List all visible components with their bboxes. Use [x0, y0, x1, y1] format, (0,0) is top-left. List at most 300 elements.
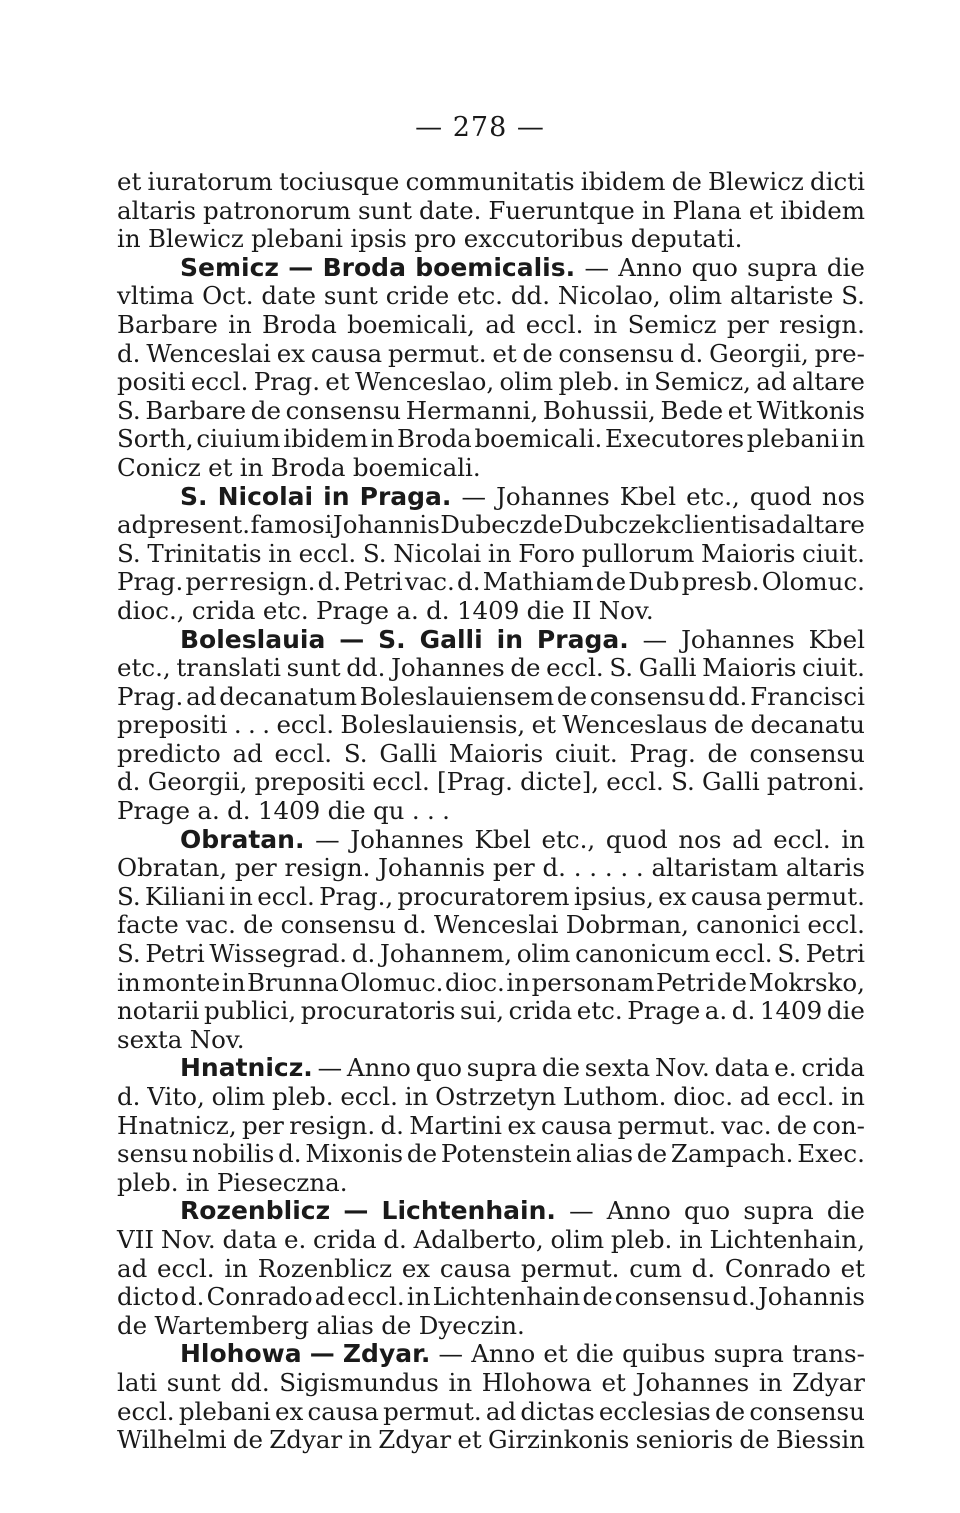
word: Obratan,	[117, 853, 228, 883]
word: S.	[117, 538, 141, 568]
word: Fueruntque	[488, 195, 635, 225]
word: ipsius,	[573, 881, 654, 911]
word: in	[625, 367, 649, 397]
word: .	[411, 796, 420, 826]
word: Dub	[628, 567, 680, 597]
word: ipsis	[350, 224, 407, 254]
word: Broda	[270, 452, 346, 482]
word: altare	[791, 367, 865, 397]
word: Plana	[672, 195, 742, 225]
word: plebani	[178, 1396, 271, 1426]
word: d.	[542, 853, 566, 883]
word: Hlohowa	[481, 1367, 592, 1397]
text-line	[117, 854, 865, 883]
word: Johannes	[391, 653, 505, 683]
word: Broda	[397, 424, 472, 454]
text-line	[117, 225, 865, 254]
word: ciuit.	[802, 653, 865, 683]
word: .	[620, 853, 629, 883]
word: Kiliani	[145, 881, 226, 911]
word: altaristam	[651, 853, 779, 883]
word: Maioris	[701, 538, 796, 568]
word: in	[593, 309, 618, 339]
word: dd.	[708, 681, 748, 711]
word: et	[325, 367, 350, 397]
word: Petri	[145, 939, 205, 969]
word: 1409	[759, 996, 823, 1026]
word: ex	[401, 1253, 431, 1283]
word: d.	[227, 796, 251, 826]
word: Olomuc.	[761, 567, 865, 597]
word: permut.	[387, 338, 487, 368]
entry-heading-line	[117, 483, 865, 512]
word: Maioris	[702, 653, 797, 683]
word: a.	[396, 595, 419, 625]
word: de	[707, 738, 738, 768]
word: etc.	[457, 281, 503, 311]
word: .	[604, 853, 613, 883]
word: dicto	[117, 1282, 179, 1312]
word: positi	[117, 367, 186, 397]
word: Georgii,	[709, 338, 809, 368]
word: de	[582, 1282, 613, 1312]
word: .	[233, 710, 242, 740]
word: Bohussii,	[542, 395, 656, 425]
text-line	[117, 940, 865, 969]
word: consensu	[285, 395, 402, 425]
word: pullorum	[581, 538, 695, 568]
word: supra	[713, 1339, 784, 1369]
word: dioc.,	[117, 595, 185, 625]
word: dicti	[809, 167, 865, 196]
word: et	[492, 338, 517, 368]
word: Kbel	[619, 481, 677, 511]
entry-heading-word: Rozenblicz	[180, 1196, 331, 1226]
word: altare	[791, 510, 865, 540]
word: —	[642, 624, 668, 654]
word: Johannes	[635, 1367, 750, 1397]
word: 1409	[257, 796, 321, 826]
body-text	[117, 168, 865, 1455]
word: Galli	[701, 767, 760, 797]
word: in	[404, 1082, 429, 1111]
word: data	[714, 1053, 770, 1083]
word: Wilhelmi	[117, 1425, 227, 1455]
word: Prag.	[253, 367, 320, 397]
word: dioc.	[445, 967, 505, 997]
word: de	[556, 681, 588, 711]
word: die	[826, 252, 865, 282]
word: ad	[232, 738, 263, 768]
entry-heading-word: Lichtenhain.	[381, 1196, 556, 1226]
word: sui,	[460, 996, 504, 1026]
word: Zdyar	[269, 1425, 343, 1455]
word: de	[243, 910, 274, 940]
word: Kbel	[808, 624, 865, 654]
word: eccl.	[298, 538, 357, 568]
word: ad	[732, 824, 763, 854]
word: ad	[117, 510, 148, 540]
entry-heading-word: Broda	[322, 252, 406, 282]
word: etc.,	[541, 824, 596, 854]
word: eccl.	[340, 1082, 398, 1111]
word: etc.,	[117, 653, 171, 683]
word: VII	[117, 1224, 155, 1254]
text-line	[117, 1283, 865, 1312]
word: .	[426, 796, 435, 826]
word: eccl.	[546, 653, 604, 683]
word: a.	[704, 996, 728, 1026]
word: Conrado	[206, 1282, 313, 1312]
text-line	[117, 1026, 865, 1055]
word: facte	[117, 910, 179, 940]
word: dd.	[510, 281, 550, 311]
word: quo	[691, 252, 738, 282]
word: Anno	[606, 1196, 671, 1226]
text-line	[117, 711, 865, 740]
text-line	[117, 282, 865, 311]
word: d.	[317, 567, 342, 597]
text-line	[117, 654, 865, 683]
word: Dyeczin.	[418, 1310, 525, 1340]
word: Mixonis	[305, 1139, 404, 1169]
word: crida	[313, 1224, 377, 1254]
word: olim	[211, 1082, 266, 1111]
word: Sorth,	[117, 424, 194, 454]
word: Zdyar	[378, 1425, 452, 1455]
text-line	[117, 911, 865, 940]
word: d.	[351, 939, 376, 969]
word: dd.	[346, 653, 386, 683]
word: d.	[117, 338, 141, 368]
text-line	[117, 883, 865, 912]
word: Mokrsko,	[748, 967, 865, 997]
word: Lichtenhain,	[709, 1224, 865, 1254]
word: etc.,	[686, 481, 740, 511]
word: per	[234, 853, 277, 883]
word: et	[457, 1425, 482, 1455]
word: et	[543, 1339, 568, 1369]
word: ibidem	[283, 424, 369, 454]
word: Martini	[409, 1110, 502, 1140]
word: resign.	[779, 309, 865, 339]
word: quo	[683, 1196, 731, 1226]
word: die	[826, 1196, 865, 1226]
text-line	[117, 1426, 865, 1455]
word: Mathiam	[482, 567, 594, 597]
word: alias	[575, 1139, 634, 1169]
word: de	[671, 167, 702, 196]
entry-heading-line	[117, 1340, 865, 1369]
page-number: — 278 —	[415, 112, 545, 143]
word: olim	[668, 281, 723, 311]
word: in	[841, 1082, 865, 1111]
word: boemicali.	[352, 452, 481, 482]
word: d.	[731, 996, 756, 1026]
word: in	[370, 424, 395, 454]
word: et	[208, 452, 233, 482]
word: in	[117, 224, 141, 254]
word: prepositi	[117, 710, 228, 740]
word: presb.	[681, 567, 760, 597]
word: iuratorum	[147, 167, 273, 196]
word: Zdyar	[792, 1367, 865, 1397]
word: .	[635, 853, 644, 883]
word: eccl.	[372, 767, 430, 797]
text-line	[117, 597, 865, 626]
word: vltima	[117, 281, 195, 311]
text-line	[117, 1369, 865, 1398]
word: exccutoribus	[463, 224, 624, 254]
entry-heading-word: S.	[378, 624, 406, 654]
word: ad	[756, 367, 787, 397]
text-line	[117, 397, 865, 426]
word: Exec.	[797, 1139, 865, 1169]
word: S.	[117, 939, 141, 969]
word: prepositi	[254, 767, 366, 797]
word: in	[758, 1367, 783, 1397]
word: plebani	[251, 224, 344, 254]
word: supra	[466, 1053, 538, 1083]
word: sensu	[117, 1139, 189, 1169]
word: Vito,	[147, 1082, 205, 1111]
word: de	[636, 1139, 668, 1169]
word: Sigismundus	[279, 1367, 439, 1397]
word: boemicali.	[474, 424, 603, 454]
word: Petri	[343, 567, 403, 597]
word: e.	[283, 1224, 307, 1254]
word: Semicz,	[654, 367, 751, 397]
entry-heading-word: Hnatnicz.	[180, 1053, 313, 1083]
word: per	[492, 853, 535, 883]
word: nobilis	[192, 1139, 275, 1169]
word: pleb.	[117, 1167, 179, 1197]
word: nos	[678, 824, 722, 854]
word: eccl.	[347, 1282, 405, 1312]
word: ad	[739, 1082, 771, 1111]
entry-heading-line	[117, 254, 865, 283]
word: Witkonis	[756, 395, 865, 425]
word: eccl.	[157, 1253, 215, 1283]
word: ex	[658, 881, 687, 911]
word: trans-	[792, 1339, 865, 1369]
word: in	[228, 309, 252, 339]
word: Foro	[518, 538, 576, 568]
word: nos	[821, 481, 865, 511]
word: de	[713, 710, 745, 740]
word: altariste	[730, 281, 834, 311]
word: patronorum	[203, 195, 351, 225]
word: .	[589, 853, 598, 883]
text-line	[117, 969, 865, 998]
word: in	[679, 1224, 703, 1254]
word: vac.	[721, 1110, 772, 1140]
text-line	[117, 1398, 865, 1427]
word: de	[715, 1396, 746, 1426]
word: Boleslauiensis,	[340, 710, 526, 740]
word: Prag.	[117, 681, 184, 711]
word: in	[185, 1167, 210, 1197]
word: cum	[629, 1253, 682, 1283]
text-line	[117, 768, 865, 797]
word: Wenceslai	[146, 338, 271, 368]
word: causa	[307, 1396, 379, 1426]
word: Francisci	[750, 681, 865, 711]
word: ex	[507, 1110, 536, 1140]
word: de	[381, 1310, 412, 1340]
word: con-	[812, 1110, 865, 1140]
word: consensu	[280, 910, 397, 940]
word: de	[595, 567, 627, 597]
word: Executores	[604, 424, 745, 454]
word: S.	[777, 939, 802, 969]
word: consensu	[558, 338, 675, 368]
word: Georgii,	[147, 767, 248, 797]
entry-heading-word: boemicalis.	[415, 252, 576, 282]
word: in	[224, 1253, 248, 1283]
word: Lichtenhain	[432, 1282, 581, 1312]
word: Nov.	[189, 1024, 245, 1054]
word: dd.	[230, 1367, 270, 1397]
word: ciuit.	[554, 738, 618, 768]
word: consensu	[749, 1396, 865, 1426]
word: sunt	[323, 281, 378, 311]
word: decanatu	[750, 710, 865, 740]
word: Petri	[805, 939, 865, 969]
word: Maioris	[448, 738, 544, 768]
entry-heading-word: Obratan.	[180, 824, 305, 854]
word: Prage	[316, 595, 390, 625]
entry-heading-word: Galli	[419, 624, 483, 654]
word: procuratorem	[397, 881, 570, 911]
word: Johannes	[350, 824, 464, 854]
word: consensu	[589, 681, 706, 711]
word: famosi	[250, 510, 333, 540]
entry-heading-word: in	[496, 624, 523, 654]
word: S.	[841, 281, 865, 311]
word: S.	[671, 767, 695, 797]
word: resign.	[229, 567, 316, 597]
word: Prag.	[629, 738, 696, 768]
text-line	[117, 1255, 865, 1284]
word: vac.	[404, 567, 455, 597]
text-line	[117, 997, 865, 1026]
word: d.	[403, 910, 427, 940]
word: Bede	[660, 395, 724, 425]
word: et	[117, 167, 142, 196]
word: sexta	[584, 1053, 651, 1083]
word: 1409	[456, 595, 520, 625]
word: quibus	[622, 1339, 706, 1369]
word: ecclesias	[598, 1396, 711, 1426]
word: altaris	[785, 853, 865, 883]
word: ibidem	[780, 195, 865, 225]
word: .	[442, 796, 450, 826]
word: Nicolai	[393, 538, 482, 568]
word: eccl.	[807, 910, 865, 940]
word: Galli	[379, 738, 437, 768]
word: vac.	[185, 910, 236, 940]
word: d.	[383, 1224, 407, 1254]
word: die	[575, 1339, 614, 1369]
word: pro	[414, 224, 457, 254]
word: in	[221, 967, 246, 997]
word: Ostrzetyn	[435, 1082, 557, 1111]
word: d.	[278, 1139, 302, 1169]
word: d.	[732, 1282, 756, 1312]
word: Barbare	[117, 309, 218, 339]
word: ad	[761, 510, 792, 540]
word: ad	[117, 1253, 148, 1283]
entry-heading-word: Nicolai	[217, 481, 314, 511]
word: .	[573, 853, 582, 883]
word: d.	[180, 1282, 205, 1312]
word: Adalberto,	[413, 1224, 544, 1254]
text-line	[117, 425, 865, 454]
entry-heading-word: —	[339, 624, 365, 654]
word: —	[569, 1196, 594, 1226]
word: dioc.	[673, 1082, 734, 1111]
word: supra	[747, 252, 818, 282]
word: die	[327, 796, 366, 826]
word: Dubczek	[563, 510, 671, 540]
word: notarii	[117, 996, 200, 1026]
text-line	[117, 1226, 865, 1255]
text-line	[117, 568, 865, 597]
word: [Prag.	[437, 767, 513, 797]
word: eccl.	[776, 1082, 835, 1111]
word: Johannis	[757, 1282, 865, 1312]
word: per	[185, 567, 228, 597]
text-line	[117, 340, 865, 369]
word: Johannes	[681, 624, 795, 654]
entry-heading-line	[117, 1197, 865, 1226]
text-line	[117, 540, 865, 569]
word: deputati.	[630, 224, 743, 254]
word: Olomuc.	[340, 967, 444, 997]
word: olim	[516, 939, 571, 969]
word: Oct.	[202, 281, 254, 311]
text-line	[117, 1083, 865, 1112]
word: d.	[117, 767, 141, 797]
word: in	[239, 452, 264, 482]
word: et	[601, 1367, 626, 1397]
text-line	[117, 683, 865, 712]
text-line	[117, 311, 865, 340]
word: Blewicz	[147, 224, 244, 254]
word: in	[268, 538, 292, 568]
word: Hnatnicz,	[117, 1110, 237, 1140]
word: Broda	[262, 309, 337, 339]
word: per	[241, 1110, 284, 1140]
word: de	[716, 967, 748, 997]
word: et	[840, 1253, 865, 1283]
word: Luthom.	[563, 1082, 667, 1111]
word: de	[510, 653, 541, 683]
word: resign.	[289, 1110, 376, 1140]
word: de	[776, 1110, 808, 1140]
word: ad	[186, 681, 217, 711]
word: eccl.	[715, 939, 773, 969]
text-line	[117, 1140, 865, 1169]
entry-heading-word: S.	[180, 481, 208, 511]
word: S.	[343, 738, 368, 768]
word: pleb.	[272, 1082, 334, 1111]
word: causa	[310, 338, 383, 368]
word: d.	[426, 595, 450, 625]
word: a.	[197, 796, 220, 826]
word: sunt	[357, 195, 412, 225]
